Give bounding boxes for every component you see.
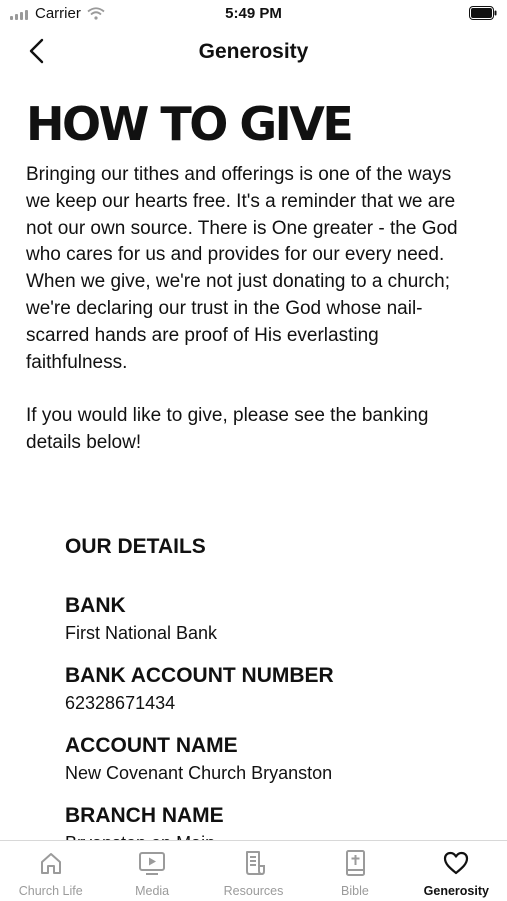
tab-church-life[interactable] — [0, 841, 101, 901]
bank-value: First National Bank — [65, 623, 218, 643]
account-number-detail — [65, 662, 465, 716]
content-area — [26, 92, 476, 457]
banking-details — [65, 532, 465, 856]
tab-label: Generosity — [423, 884, 489, 898]
status-bar — [0, 0, 507, 28]
account-number-value: 62328671434 — [65, 693, 176, 713]
tab-label: Bible — [341, 884, 369, 898]
heart-icon — [442, 849, 470, 877]
tab-media[interactable] — [101, 841, 202, 901]
giving-paragraph: Bringing our tithes and offerings is one of the ways we keep our hearts free. It's a reminder that we are not our own source. There is One greater - the God who cares for us and provides for our every need. When we give, we're not just donating to a church; we're declaring our trust in the God whose nail-scarred hands are proof of His everlasting faithfulness. — [26, 164, 458, 373]
bank-label: BANK — [65, 594, 126, 617]
resources-icon — [240, 849, 268, 877]
play-icon — [138, 849, 166, 877]
branch-name-label: BRANCH NAME — [65, 804, 224, 827]
tab-bar — [0, 840, 507, 901]
account-number-label: BANK ACCOUNT NUMBER — [65, 664, 334, 687]
tab-label: Church Life — [18, 884, 83, 898]
account-name-value: New Covenant Church Bryanston — [65, 763, 333, 783]
status-time: 5:49 PM — [225, 5, 282, 22]
bible-icon — [341, 849, 369, 877]
carrier-label: Carrier — [35, 5, 81, 22]
details-heading: OUR DETAILS — [65, 535, 206, 558]
nav-bar — [0, 28, 507, 76]
home-icon — [37, 849, 65, 877]
banking-intro-paragraph: If you would like to give, please see the banking details below! — [26, 405, 429, 454]
page-title: Generosity — [198, 40, 309, 63]
tab-generosity[interactable] — [406, 841, 507, 901]
bank-detail — [65, 592, 465, 646]
account-name-detail — [65, 732, 465, 786]
battery-icon — [469, 6, 497, 20]
tab-bible[interactable] — [304, 841, 405, 901]
tab-resources[interactable] — [203, 841, 304, 901]
account-name-label: ACCOUNT NAME — [65, 734, 238, 757]
tab-label: Resources — [223, 884, 284, 898]
tab-label: Media — [135, 884, 170, 898]
how-to-give-heading: HOW TO GIVE — [26, 97, 352, 151]
